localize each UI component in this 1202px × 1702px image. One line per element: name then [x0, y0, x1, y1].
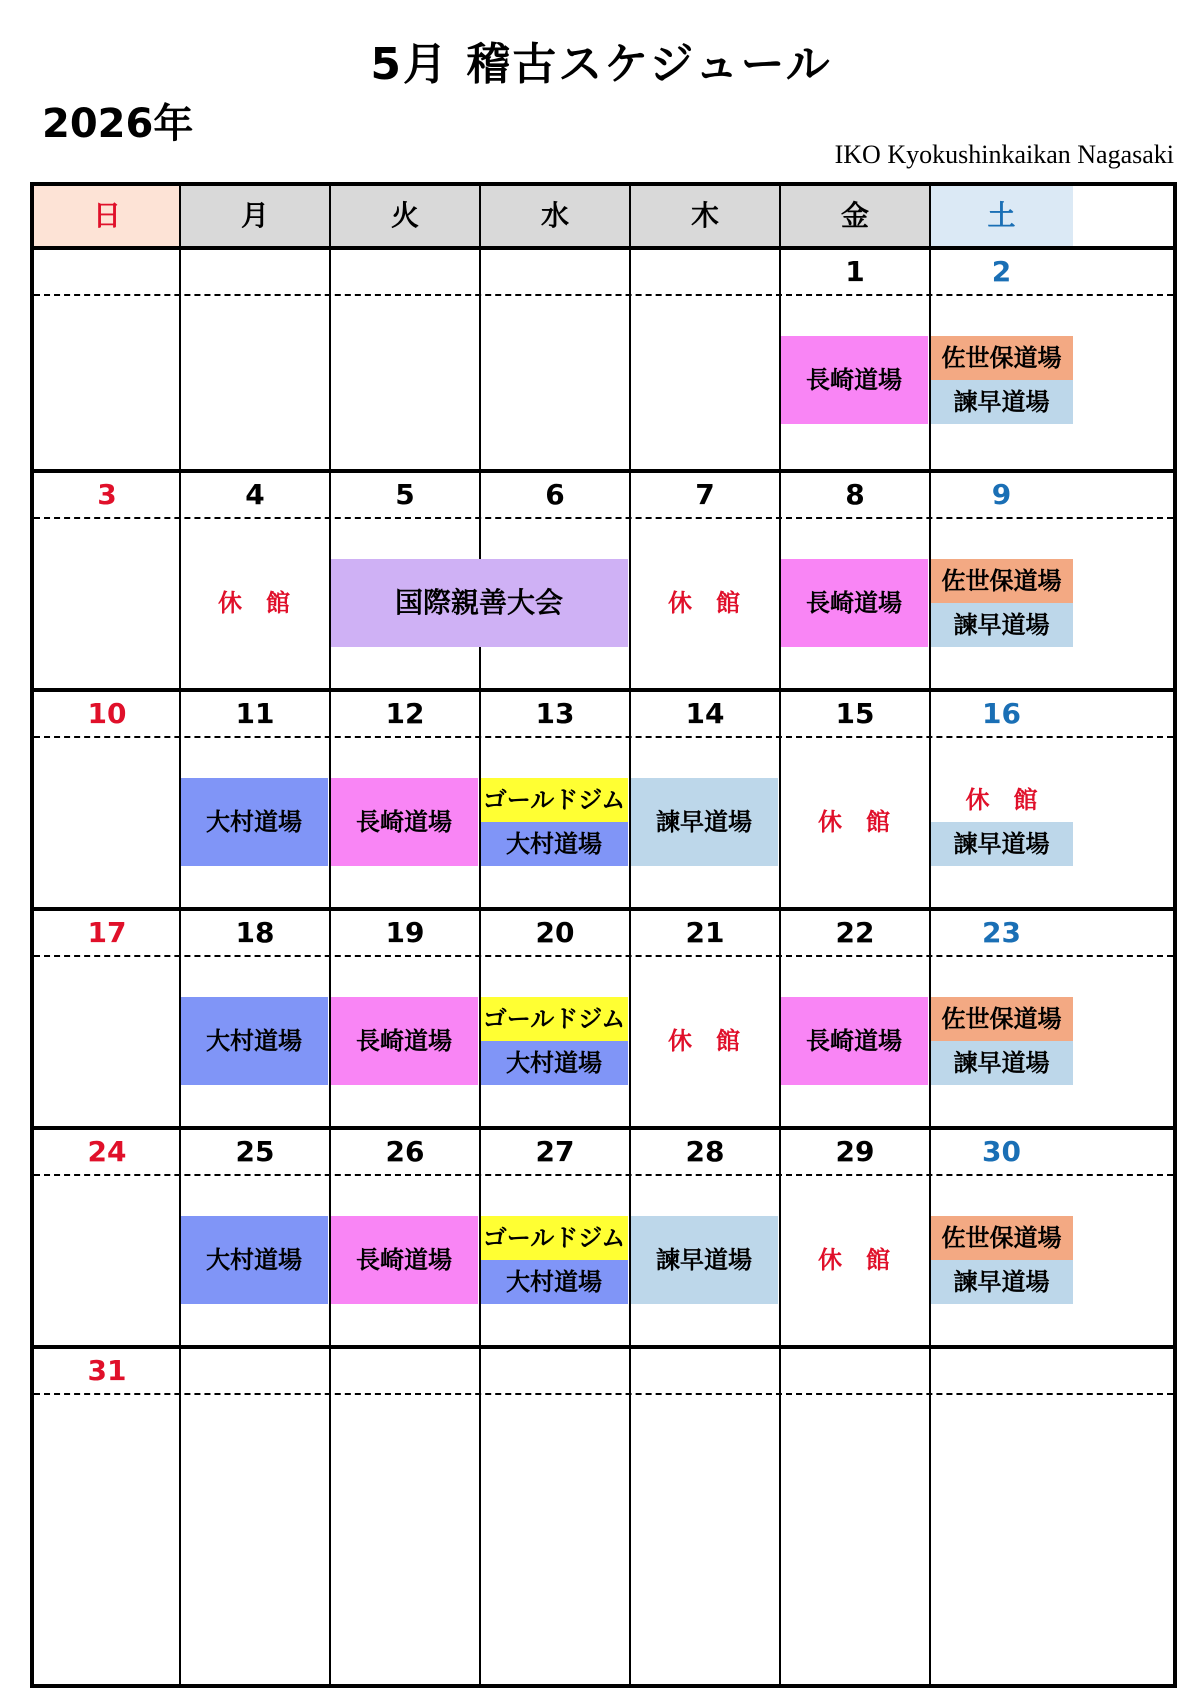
- schedule-block: 諫早道場: [930, 1041, 1073, 1085]
- schedule-block: 長崎道場: [330, 1216, 478, 1304]
- day-number: 16: [982, 697, 1021, 730]
- day-number: [630, 1349, 780, 1393]
- day-number: 12: [385, 697, 425, 730]
- day-number: [34, 250, 180, 294]
- column-divider: [479, 186, 481, 246]
- schedule-block: 大村道場: [480, 822, 628, 866]
- column-divider: [779, 911, 781, 1126]
- column-divider: [629, 250, 631, 469]
- schedule-block: ゴールドジム: [480, 778, 628, 822]
- schedule-block: 長崎道場: [330, 997, 478, 1085]
- column-divider: [929, 473, 931, 688]
- column-divider: [779, 692, 781, 907]
- column-divider: [779, 1349, 781, 1684]
- weekday-header-cell: 木: [630, 186, 780, 246]
- day-number: [330, 250, 480, 294]
- column-divider: [779, 250, 781, 469]
- column-divider: [779, 473, 781, 688]
- schedule-block: 大村道場: [480, 1260, 628, 1304]
- schedule-block: 諫早道場: [630, 778, 778, 866]
- schedule-block: 大村道場: [180, 778, 328, 866]
- column-divider: [479, 1349, 481, 1684]
- column-divider: [179, 1130, 181, 1345]
- column-divider: [329, 692, 331, 907]
- day-number: 7: [695, 478, 715, 511]
- schedule-block: 諫早道場: [930, 822, 1073, 866]
- column-divider: [179, 186, 181, 246]
- day-number: 3: [97, 478, 117, 511]
- column-divider: [329, 1130, 331, 1345]
- column-divider: [329, 473, 331, 688]
- column-divider: [179, 692, 181, 907]
- schedule-block: 諫早道場: [930, 1260, 1073, 1304]
- schedule-block: 大村道場: [480, 1041, 628, 1085]
- week-row: [34, 907, 1173, 1126]
- day-number: 29: [835, 1135, 875, 1168]
- schedule-block: 諫早道場: [930, 603, 1073, 647]
- schedule-block: 長崎道場: [780, 997, 928, 1085]
- closed-notice: 休 館: [668, 588, 740, 617]
- day-number: 11: [235, 697, 275, 730]
- day-number: 13: [535, 697, 575, 730]
- organization-name: IKO Kyokushinkaikan Nagasaki: [834, 140, 1174, 169]
- date-row-divider: [34, 736, 1173, 738]
- weekday-header-cell: 日: [34, 186, 180, 246]
- column-divider: [329, 911, 331, 1126]
- column-divider: [479, 911, 481, 1126]
- schedule-block: 大村道場: [180, 997, 328, 1085]
- column-divider: [479, 1130, 481, 1345]
- column-divider: [629, 1349, 631, 1684]
- column-divider: [929, 186, 931, 246]
- date-row-divider: [34, 955, 1173, 957]
- column-divider: [929, 911, 931, 1126]
- column-divider: [629, 1130, 631, 1345]
- day-number: 4: [245, 478, 265, 511]
- schedule-block: 国際親善大会: [330, 559, 628, 647]
- schedule-block: 佐世保道場: [930, 559, 1073, 603]
- day-number: 2: [991, 255, 1012, 288]
- day-number: 22: [835, 916, 875, 949]
- day-number: 27: [535, 1135, 575, 1168]
- page-title: 5月 稽古スケジュール: [370, 39, 832, 90]
- closed-notice: 休 館: [818, 807, 890, 836]
- date-row-divider: [34, 294, 1173, 296]
- schedule-block: ゴールドジム: [480, 997, 628, 1041]
- closed-notice: 休 館: [818, 1245, 890, 1274]
- day-number: 18: [235, 916, 275, 949]
- column-divider: [629, 186, 631, 246]
- day-number: 31: [87, 1354, 127, 1387]
- closed-notice: 休 館: [218, 588, 290, 617]
- column-divider: [479, 473, 481, 559]
- schedule-block: 長崎道場: [330, 778, 478, 866]
- calendar-grid: [30, 182, 1177, 1688]
- day-number: 6: [545, 478, 565, 511]
- column-divider: [629, 473, 631, 688]
- weekday-header-row: [34, 186, 1173, 250]
- day-number: [930, 1349, 1073, 1393]
- year-label: 2026年: [42, 101, 194, 147]
- column-divider: [179, 1349, 181, 1684]
- day-number: 28: [685, 1135, 725, 1168]
- column-divider: [779, 186, 781, 246]
- week-row: [34, 469, 1173, 688]
- day-number: 21: [685, 916, 725, 949]
- column-divider: [779, 1130, 781, 1345]
- day-number: 26: [385, 1135, 425, 1168]
- column-divider: [479, 250, 481, 469]
- column-divider: [929, 692, 931, 907]
- weekday-header-cell: 月: [180, 186, 330, 246]
- week-row: [34, 250, 1173, 469]
- date-row-divider: [34, 1174, 1173, 1176]
- closed-notice: 休 館: [965, 785, 1038, 814]
- day-number: 1: [845, 255, 865, 288]
- day-number: 15: [835, 697, 875, 730]
- week-row: [34, 688, 1173, 907]
- day-number: 30: [982, 1135, 1021, 1168]
- day-number: 23: [982, 916, 1021, 949]
- weekday-header-cell: 水: [480, 186, 630, 246]
- day-number: [180, 250, 330, 294]
- day-number: [180, 1349, 330, 1393]
- schedule-block: 諫早道場: [630, 1216, 778, 1304]
- schedule-block: ゴールドジム: [480, 1216, 628, 1260]
- week-row: [34, 1345, 1173, 1684]
- day-number: 19: [385, 916, 425, 949]
- day-number: [480, 250, 630, 294]
- column-divider: [179, 473, 181, 688]
- day-number: 17: [87, 916, 127, 949]
- day-number: 10: [87, 697, 127, 730]
- schedule-block: 長崎道場: [780, 559, 928, 647]
- day-number: 25: [235, 1135, 275, 1168]
- date-row-divider: [34, 1393, 1173, 1395]
- date-row-divider: [34, 517, 1173, 519]
- day-number: [780, 1349, 930, 1393]
- weekday-header-cell: 金: [780, 186, 930, 246]
- column-divider: [479, 692, 481, 907]
- column-divider: [929, 1349, 931, 1684]
- day-number: 5: [395, 478, 415, 511]
- schedule-block: 長崎道場: [780, 336, 928, 424]
- day-number: [330, 1349, 480, 1393]
- day-number: [630, 250, 780, 294]
- schedule-block: 大村道場: [180, 1216, 328, 1304]
- column-divider: [329, 250, 331, 469]
- day-number: 8: [845, 478, 865, 511]
- schedule-block: 諫早道場: [930, 380, 1073, 424]
- day-number: 24: [87, 1135, 127, 1168]
- day-number: 20: [535, 916, 575, 949]
- weekday-header-cell: 火: [330, 186, 480, 246]
- column-divider: [479, 647, 481, 688]
- column-divider: [929, 1130, 931, 1345]
- column-divider: [179, 250, 181, 469]
- column-divider: [629, 911, 631, 1126]
- day-number: [480, 1349, 630, 1393]
- column-divider: [329, 186, 331, 246]
- column-divider: [629, 692, 631, 907]
- week-row: [34, 1126, 1173, 1345]
- day-number: 9: [991, 478, 1012, 511]
- weekday-header-cell: 土: [930, 186, 1073, 246]
- column-divider: [929, 250, 931, 469]
- schedule-block: 佐世保道場: [930, 1216, 1073, 1260]
- day-number: 14: [685, 697, 725, 730]
- column-divider: [179, 911, 181, 1126]
- schedule-block: 佐世保道場: [930, 336, 1073, 380]
- column-divider: [329, 1349, 331, 1684]
- schedule-block: 佐世保道場: [930, 997, 1073, 1041]
- closed-notice: 休 館: [668, 1026, 740, 1055]
